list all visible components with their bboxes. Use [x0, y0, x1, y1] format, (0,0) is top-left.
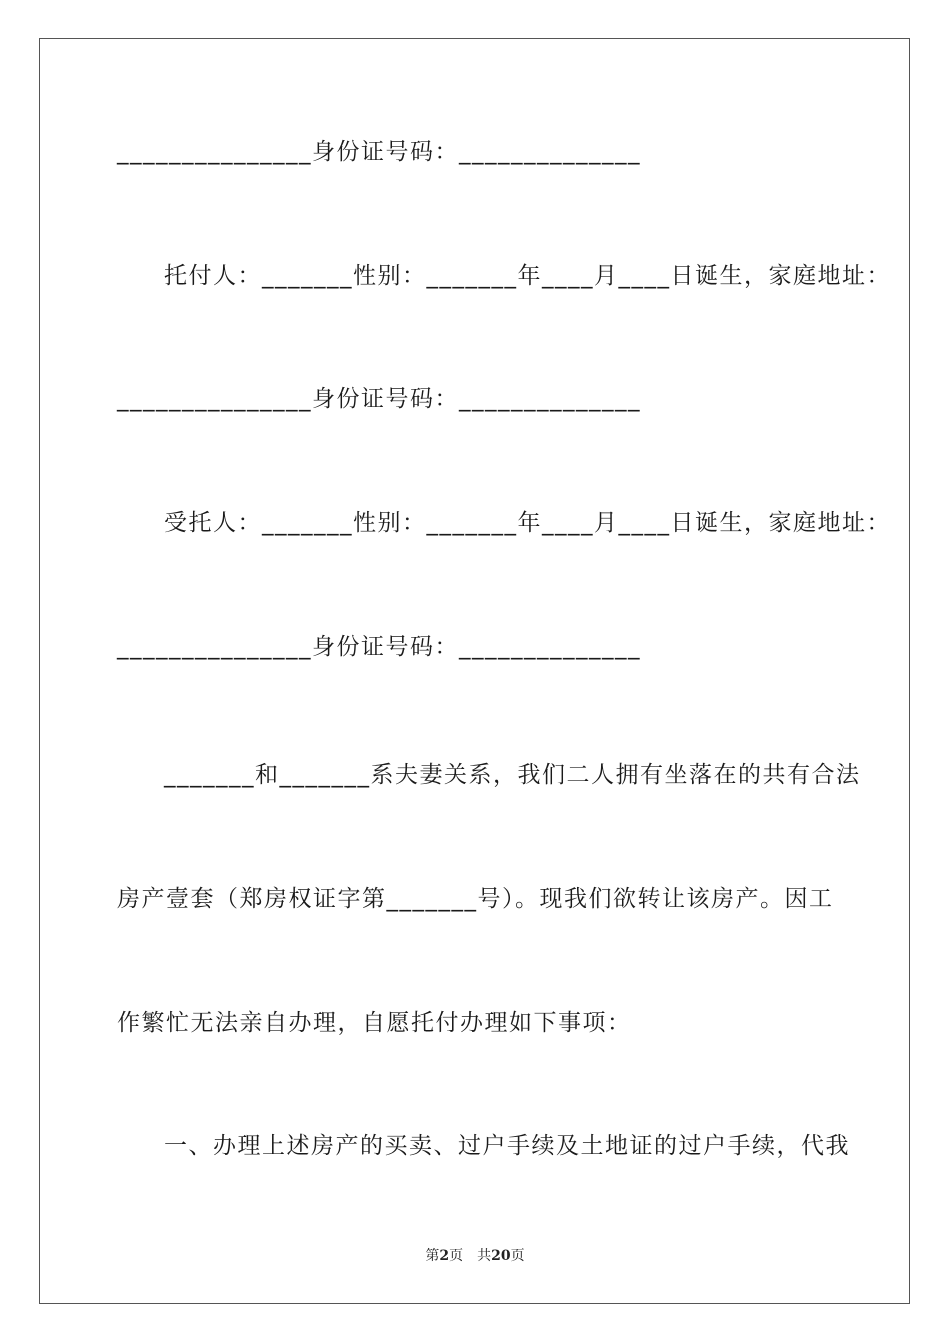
footer-page-number: 2 [439, 1248, 450, 1264]
footer-total-prefix: 共 [477, 1248, 492, 1264]
body-paragraph-line-3: 作繁忙无法亲自办理，自愿托付办理如下事项： [117, 1010, 632, 1036]
page-border [39, 38, 910, 1304]
principal-info-line: 托付人：_______性别：_______年____月____日诞生，家庭地址： [164, 263, 891, 289]
id-number-line-2: _______________身份证号码：______________ [117, 386, 641, 412]
footer-total-pages: 20 [491, 1248, 511, 1264]
footer-page-prefix: 第 [425, 1248, 440, 1264]
footer-total-suffix: 页 [510, 1248, 525, 1264]
agent-info-line: 受托人：_______性别：_______年____月____日诞生，家庭地址： [164, 510, 891, 536]
body-paragraph-line-1: _______和_______系夫妻关系，我们二人拥有坐落在的共有合法 [164, 762, 861, 788]
id-number-line-3: _______________身份证号码：______________ [117, 634, 641, 660]
footer-page-suffix: 页 [449, 1248, 464, 1264]
body-paragraph-line-2: 房产壹套（郑房权证字第_______号）。现我们欲转让该房产。因工 [117, 886, 834, 912]
page-footer [0, 1246, 950, 1266]
id-number-line-1: _______________身份证号码：______________ [117, 139, 641, 165]
item-one-line: 一、办理上述房产的买卖、过户手续及土地证的过户手续，代我 [164, 1133, 850, 1159]
